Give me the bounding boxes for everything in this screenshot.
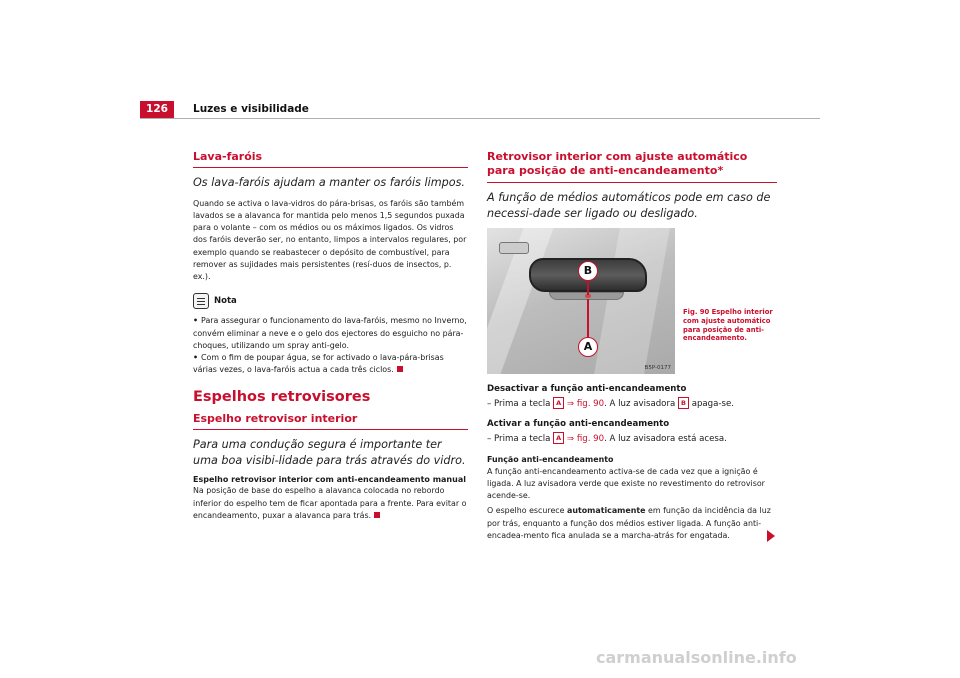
watermark: carmanualsonline.info bbox=[596, 648, 797, 667]
key-b-icon: B bbox=[678, 397, 689, 409]
figure-caption: Fig. 90 Espelho interior com ajuste automático para posição de anti-encandeamento. bbox=[683, 308, 773, 343]
section-title-washer: Lava-faróis bbox=[193, 150, 468, 168]
page-number: 126 bbox=[140, 101, 174, 118]
body-function-p2: O espelho escurece automaticamente em função da incidência da luz por trás, enquanto a função dos médios estiver ligada. A função anti-encadea-mento fica anulada se a marcha-atrás for engatada. bbox=[487, 506, 771, 540]
body-manual: Na posição de base do espelho a alavanca colocada no rebordo inferior do espelho tem de ficar apontada para a frente. Para evitar o encandeamento, puxar a alavanca para trás. bbox=[193, 486, 467, 520]
section-title-auto-mirror: Retrovisor interior com ajuste automático para posição de anti-encandeamento* bbox=[487, 150, 777, 183]
section-title-interior-mirror: Espelho retrovisor interior bbox=[193, 412, 468, 430]
note-header bbox=[193, 293, 468, 309]
lead-washer: Os lava-faróis ajudam a manter os faróis limpos. bbox=[193, 176, 465, 190]
left-column bbox=[193, 150, 468, 522]
body-washer: Quando se activa o lava-vidros do pára-brisas, os faróis são também lavados se a alavanca for mantida pelo menos 1,5 segundos puxada para o volante – com os médios ou os máximos ligados. Os vidros dos faróis deverão ser, no entanto, limpos a intervalos regulares, por exemplo quando se reabastecer o depósito de combustível, para remover as sujidades mais persistentes (resí-duos de insectos, p. ex.). bbox=[193, 198, 467, 282]
next-page-arrow-icon bbox=[767, 530, 775, 542]
right-column bbox=[487, 150, 777, 542]
lead-interior-mirror: Para uma condução segura é importante ter uma boa visibi-lidade para trás através do vidro. bbox=[193, 437, 466, 468]
note-bullet: • Com o fim de poupar água, se for activado o lava-pára-brisas várias vezes, o lava-faróis actua a cada três ciclos. bbox=[193, 353, 444, 375]
sub-label-manual: Espelho retrovisor interior com anti-encandeamento manual bbox=[193, 475, 466, 485]
callout-b: B bbox=[578, 261, 598, 281]
step-label-activate: Activar a função anti-encandeamento bbox=[487, 419, 670, 430]
figure-highlight bbox=[594, 228, 670, 374]
figure-mirror bbox=[487, 228, 675, 374]
key-a-icon: A bbox=[553, 397, 564, 409]
figure-reference-link[interactable]: ⇒ fig. 90 bbox=[566, 434, 605, 445]
note-bullet: • Para assegurar o funcionamento do lava-faróis, mesmo no Inverno, convém eliminar a neve e o gelo dos ejectores do esguicho no pára-choques, utilizando um spray anti-gelo. bbox=[193, 316, 467, 350]
step-label-deactivate: Desactivar a função anti-encandeamento bbox=[487, 384, 687, 395]
body-function-p1: A função anti-encandeamento activa-se de cada vez que a ignição é ligada. A luz avisadora verde que existe no revestimento do retrovisor acende-se. bbox=[487, 466, 765, 501]
note-icon bbox=[193, 293, 209, 309]
callout-a: A bbox=[578, 337, 598, 357]
figure-code: B5P-0177 bbox=[644, 365, 671, 372]
sub-label-function: Função anti-encandeamento bbox=[487, 454, 614, 464]
end-marker-icon bbox=[397, 366, 403, 372]
chapter-title: Luzes e visibilidade bbox=[193, 103, 309, 115]
step-activate: – Prima a tecla A ⇒ fig. 90. A luz avisadora está acesa. bbox=[487, 434, 727, 445]
note-label: Nota bbox=[214, 296, 237, 307]
step-deactivate: – Prima a tecla A ⇒ fig. 90. A luz avisadora B apaga-se. bbox=[487, 399, 734, 410]
end-marker-icon bbox=[374, 512, 380, 518]
chapter-heading-mirrors: Espelhos retrovisores bbox=[193, 388, 371, 405]
callout-line-a bbox=[587, 299, 589, 339]
figure-clip bbox=[499, 242, 529, 254]
header-rule bbox=[140, 118, 820, 119]
key-a-icon: A bbox=[553, 432, 564, 444]
lead-auto-mirror: A função de médios automáticos pode em caso de necessi-dade ser ligado ou desligado. bbox=[487, 190, 771, 220]
figure-reference-link[interactable]: ⇒ fig. 90 bbox=[566, 399, 605, 410]
